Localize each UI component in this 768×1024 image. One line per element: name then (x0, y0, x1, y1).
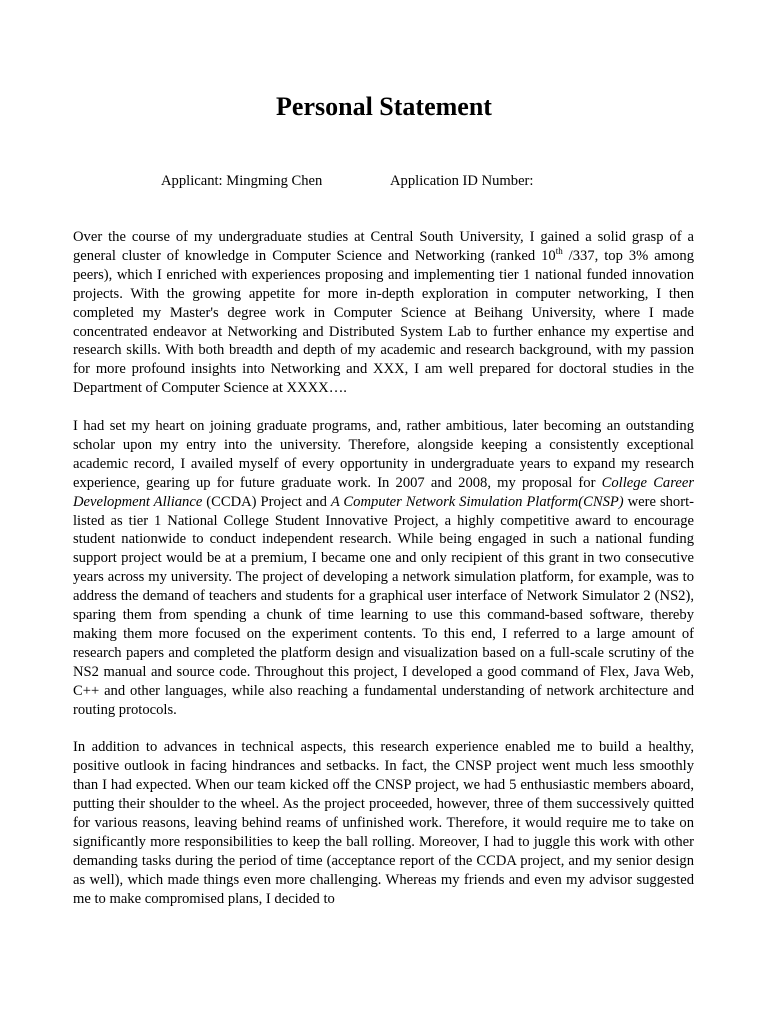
paragraph-3-text-a: In addition to advances in technical aspects, this research experience enabled me to build a healthy, positive outlook in facing hindrances and setbacks. In fact, the CNSP project went much less smoothly than I had expected. When our team kicked off the CNSP project, we had 5 enthusiastic members aboard, putting their shoulder to the wheel. As the project proceeded, however, three of them successively quitted for various reasons, leaving behind reams of unfinished work. Therefore, it would require me to take on significantly more responsibilities to keep the ball rolling. Moreover, I had to juggle this work with other demanding tasks during the period of time (acceptance report of the CCDA project, and my senior design as well), which made things even more challenging. Whereas my friends and even my advisor suggested me to make compromised plans, I decided to (73, 739, 694, 907)
paragraph-3 (73, 738, 694, 908)
project-name-ccda: College Career Development Alliance (73, 474, 694, 510)
paragraph-2-text-c: were short-listed as tier 1 National College Student Innovative Project, a highly competitive award to encourage student nationwide to conduct independent research. While being engaged in such a national funding support project would be at a premium, I became one and only recipient of this grant in two consecutive years across my university. The project of developing a network simulation platform, for example, was to address the demand of teachers and students for a graphical user interface of Network Simulator 2 (NS2), sparing them from spending a chunk of time learning to use this command-based software, thereby making them more focused on the experiment contents. To this end, I referred to a large amount of research papers and completed the platform design and visualization based on a full-scale scrutiny of the NS2 manual and source code. Throughout this project, I developed a good command of Flex, Java Web, C++ and other languages, while also reaching a fundamental understanding of network architecture and routing protocols. (73, 493, 694, 718)
page-title: Personal Statement (276, 92, 492, 121)
ordinal-superscript: th (555, 246, 563, 257)
paragraph-2 (73, 417, 694, 720)
applicant-label: Applicant: Mingming Chen (161, 173, 323, 189)
paragraph-2-text-a: I had set my heart on joining graduate programs, and, rather ambitious, later becoming an outstanding scholar upon my entry into the university. Therefore, alongside keeping a consistently exceptional academic record, I availed myself of every opportunity in undergraduate years to expand my research experience, gearing up for future graduate work. In 2007 and 2008, my proposal for (73, 418, 694, 491)
applicant-info (161, 172, 534, 190)
project-name-cnsp: A Computer Network Simulation Platform(CNSP) (330, 493, 624, 510)
statement-body (73, 228, 694, 909)
paragraph-1-text-b: /337, top 3% among peers), which I enriched with experiences proposing and implementing tier 1 national funded innovation projects. With the growing appetite for more in-depth exploration in computer networking, I then completed my Master's degree work in Computer Science at Beihang University, where I made concentrated endeavor at Networking and Distributed System Lab to further enhance my expertise and research skills. With both breadth and depth of my academic and research background, with my passion for more profound insights into Networking and XXX, I am well prepared for doctoral studies in the Department of Computer Science at XXXX…. (73, 247, 694, 397)
application-id-label: Application ID Number: (390, 173, 534, 189)
paragraph-1 (73, 228, 694, 398)
paragraph-2-text-b: (CCDA) Project and (202, 493, 331, 510)
paragraph-1-text-a: Over the course of my undergraduate studies at Central South University, I gained a solid grasp of a general cluster of knowledge in Computer Science and Networking (ranked 10 (73, 229, 694, 264)
